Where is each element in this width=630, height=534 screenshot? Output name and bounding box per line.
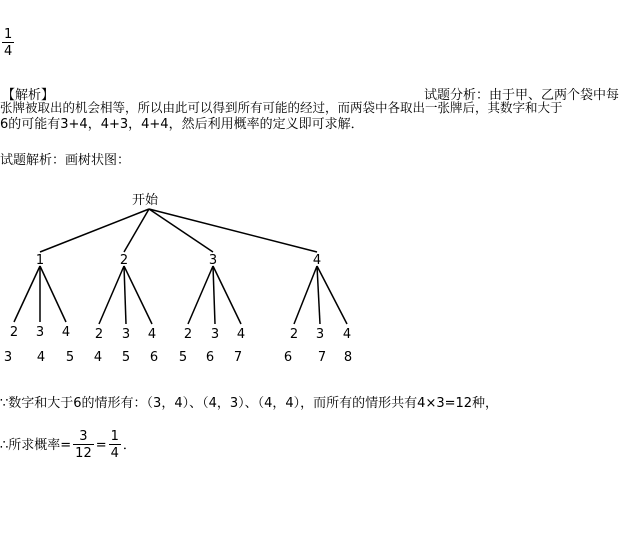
analysis-text: 由于甲、乙两个袋中每	[489, 88, 620, 103]
tree-level2-node: 4	[147, 327, 157, 342]
tree-level2-node: 2	[183, 327, 193, 342]
answer-numerator: 1	[4, 27, 13, 42]
equals-sign: =	[95, 437, 107, 453]
tree-level2-node: 2	[94, 327, 104, 342]
tree-level2-node: 4	[61, 325, 71, 340]
answer-denominator: 4	[4, 44, 13, 59]
tree-level2-node: 3	[121, 327, 131, 342]
tree-sum: 4	[93, 350, 103, 365]
tree-level2-node: 3	[315, 327, 325, 342]
analysis-line-3: 6的可能有3+4，4+3，4+4，然后利用概率的定义即可求解．	[0, 117, 364, 132]
tree-sum: 6	[205, 350, 215, 365]
tree-level1-node: 4	[312, 253, 322, 268]
probability-line	[0, 430, 136, 460]
fraction-denominator: 4	[110, 446, 119, 461]
tree-sum: 5	[65, 350, 75, 365]
probability-fraction-raw	[73, 430, 94, 460]
jiexi-label: 【解析】	[2, 88, 55, 103]
tree-level1-node: 1	[35, 253, 45, 268]
tree-sum: 5	[121, 350, 131, 365]
tree-sum: 7	[317, 350, 327, 365]
fraction-numerator: 1	[110, 429, 119, 444]
conclusion-line: ∵数字和大于6的情形有：（3，4）、（4，3）、（4，4），而所有的情形共有4×3=12种，	[0, 396, 499, 411]
probability-fraction-simplified	[109, 430, 121, 460]
tree-level2-node: 4	[342, 327, 352, 342]
tree-root: 开始	[131, 193, 159, 208]
fraction-numerator: 3	[79, 429, 88, 444]
tree-level2-node: 2	[9, 325, 19, 340]
tree-sum: 7	[233, 350, 243, 365]
tree-level2-node: 2	[289, 327, 299, 342]
tree-sum: 8	[343, 350, 353, 365]
probability-prefix: ∴所求概率=	[0, 437, 72, 453]
tree-level2-node: 3	[210, 327, 220, 342]
probability-suffix: ．	[122, 437, 136, 453]
analysis-line-2: 张牌被取出的机会相等，所以由此可以得到所有可能的经过，而两袋中各取出一张牌后，其数字和大于	[0, 100, 563, 115]
tree-sum: 6	[149, 350, 159, 365]
tree-level1-node: 2	[119, 253, 129, 268]
solution-label: 试题解析：画树状图：	[0, 153, 131, 168]
tree-sum: 6	[283, 350, 293, 365]
tree-level1-node: 3	[208, 253, 218, 268]
tree-sum: 4	[36, 350, 46, 365]
tree-level2-node: 4	[236, 327, 246, 342]
tree-sum: 5	[178, 350, 188, 365]
tree-level2-node: 3	[35, 325, 45, 340]
analysis-label: 试题分析：	[424, 88, 490, 103]
tree-sum: 3	[3, 350, 13, 365]
fraction-denominator: 12	[75, 446, 92, 461]
